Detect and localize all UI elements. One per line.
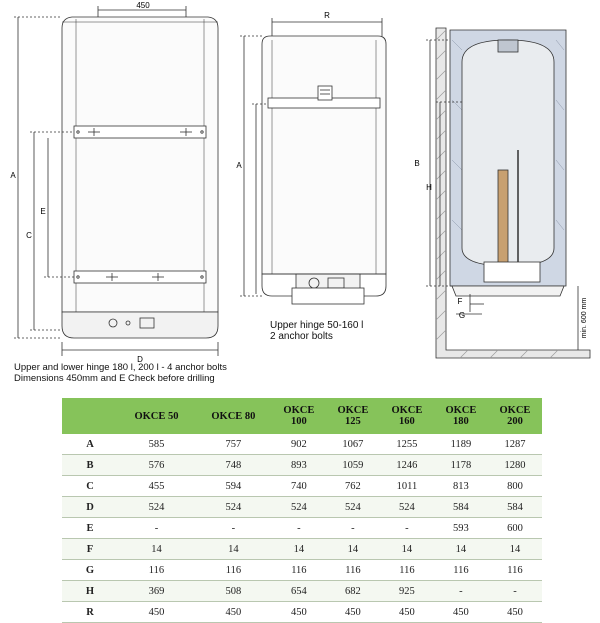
table-cell: 524: [380, 497, 434, 518]
table-cell: -: [118, 518, 195, 539]
table-cell: 116: [434, 560, 488, 581]
table-cell: 1246: [380, 455, 434, 476]
dim-e-label: E: [40, 207, 46, 216]
table-cell: 450: [380, 602, 434, 623]
table-cell: -: [488, 581, 542, 602]
table-cell: 584: [488, 497, 542, 518]
table-body: [62, 434, 542, 623]
table-cell: 1189: [434, 434, 488, 455]
table-row: [62, 581, 542, 602]
table-cell: -: [434, 581, 488, 602]
table-header-row: [62, 398, 542, 434]
table-cell: 455: [118, 476, 195, 497]
dim-b-label: B: [414, 159, 420, 168]
table-row: [62, 434, 542, 455]
table-row: [62, 497, 542, 518]
mounting-note-line1: Upper and lower hinge 180 l, 200 l - 4 anchor bolts: [14, 362, 227, 373]
table-cell: 14: [195, 539, 272, 560]
table-cell: 893: [272, 455, 326, 476]
table-cell: 1011: [380, 476, 434, 497]
table-cell: 116: [380, 560, 434, 581]
table-cell: 654: [272, 581, 326, 602]
table-cell: 1067: [326, 434, 380, 455]
dim-d-label: D: [137, 355, 143, 364]
table-cell: 748: [195, 455, 272, 476]
min-600-label: min. 600 mm: [581, 297, 588, 339]
row-label: R: [62, 602, 118, 623]
upper-hinge-note-line2: 2 anchor bolts: [270, 331, 333, 342]
table-cell: -: [272, 518, 326, 539]
column-header: OKCE 50: [134, 410, 179, 422]
table-cell: 800: [488, 476, 542, 497]
table-cell: 524: [118, 497, 195, 518]
mounting-note: [14, 362, 227, 384]
table-cell: 116: [488, 560, 542, 581]
row-label: G: [62, 560, 118, 581]
table-row: [62, 560, 542, 581]
dimensions-table: [62, 398, 542, 623]
table-cell: 524: [326, 497, 380, 518]
side-section-drawing: [426, 28, 590, 358]
dim-f-label: F: [457, 297, 463, 306]
table-cell: 1255: [380, 434, 434, 455]
row-label: B: [62, 455, 118, 476]
table-cell: 1178: [434, 455, 488, 476]
table-cell: 1059: [326, 455, 380, 476]
row-label: A: [62, 434, 118, 455]
table-cell: 369: [118, 581, 195, 602]
table-cell: 593: [434, 518, 488, 539]
table-row: [62, 602, 542, 623]
table-cell: 450: [488, 602, 542, 623]
table-cell: 584: [434, 497, 488, 518]
table-cell: 450: [195, 602, 272, 623]
table-cell: 14: [380, 539, 434, 560]
table-cell: 1287: [488, 434, 542, 455]
column-header: OKCE 160: [391, 405, 423, 427]
upper-hinge-note-line1: Upper hinge 50-160 l: [270, 320, 364, 331]
table-cell: 600: [488, 518, 542, 539]
column-header: OKCE 200: [499, 405, 531, 427]
column-header: OKCE 125: [337, 405, 369, 427]
table-row: [62, 539, 542, 560]
table-cell: 14: [326, 539, 380, 560]
table-cell: 594: [195, 476, 272, 497]
table-cell: 524: [195, 497, 272, 518]
table-row: [62, 455, 542, 476]
table-cell: 450: [118, 602, 195, 623]
table-cell: 450: [272, 602, 326, 623]
row-label: F: [62, 539, 118, 560]
table-cell: 14: [272, 539, 326, 560]
mounting-note-line2: Dimensions 450mm and E Check before drilling: [14, 373, 215, 384]
table-cell: 116: [272, 560, 326, 581]
table-cell: 902: [272, 434, 326, 455]
row-label: E: [62, 518, 118, 539]
upper-hinge-note: [270, 320, 363, 342]
table-cell: 524: [272, 497, 326, 518]
table-cell: 925: [380, 581, 434, 602]
dim-a2-label: A: [236, 161, 242, 170]
table-cell: 116: [118, 560, 195, 581]
dim-h-label: H: [426, 183, 432, 192]
table-cell: 585: [118, 434, 195, 455]
table-cell: 14: [488, 539, 542, 560]
upper-hinge-drawing: [240, 18, 386, 304]
table-cell: 682: [326, 581, 380, 602]
table-cell: -: [326, 518, 380, 539]
column-header: OKCE 100: [283, 405, 315, 427]
row-label: C: [62, 476, 118, 497]
row-label: H: [62, 581, 118, 602]
table-row: [62, 476, 542, 497]
table-cell: -: [195, 518, 272, 539]
table-cell: 576: [118, 455, 195, 476]
dim-450-label: 450: [136, 1, 150, 10]
dim-a-label: A: [10, 171, 16, 180]
table-cell: 450: [326, 602, 380, 623]
table-row: [62, 518, 542, 539]
dim-c-label: C: [26, 231, 32, 240]
dim-g-label: G: [458, 311, 466, 320]
table-cell: 450: [434, 602, 488, 623]
table-cell: 740: [272, 476, 326, 497]
table-cell: 14: [434, 539, 488, 560]
table-cell: -: [380, 518, 434, 539]
row-label: D: [62, 497, 118, 518]
front-view-drawing: [14, 6, 218, 356]
table-cell: 14: [118, 539, 195, 560]
table-corner: [62, 398, 118, 434]
table-cell: 1280: [488, 455, 542, 476]
table-cell: 116: [195, 560, 272, 581]
dim-r-label: R: [324, 11, 330, 20]
table-cell: 762: [326, 476, 380, 497]
table-cell: 116: [326, 560, 380, 581]
column-header: OKCE 80: [211, 410, 256, 422]
table-cell: 813: [434, 476, 488, 497]
table-cell: 757: [195, 434, 272, 455]
table-cell: 508: [195, 581, 272, 602]
column-header: OKCE 180: [445, 405, 477, 427]
